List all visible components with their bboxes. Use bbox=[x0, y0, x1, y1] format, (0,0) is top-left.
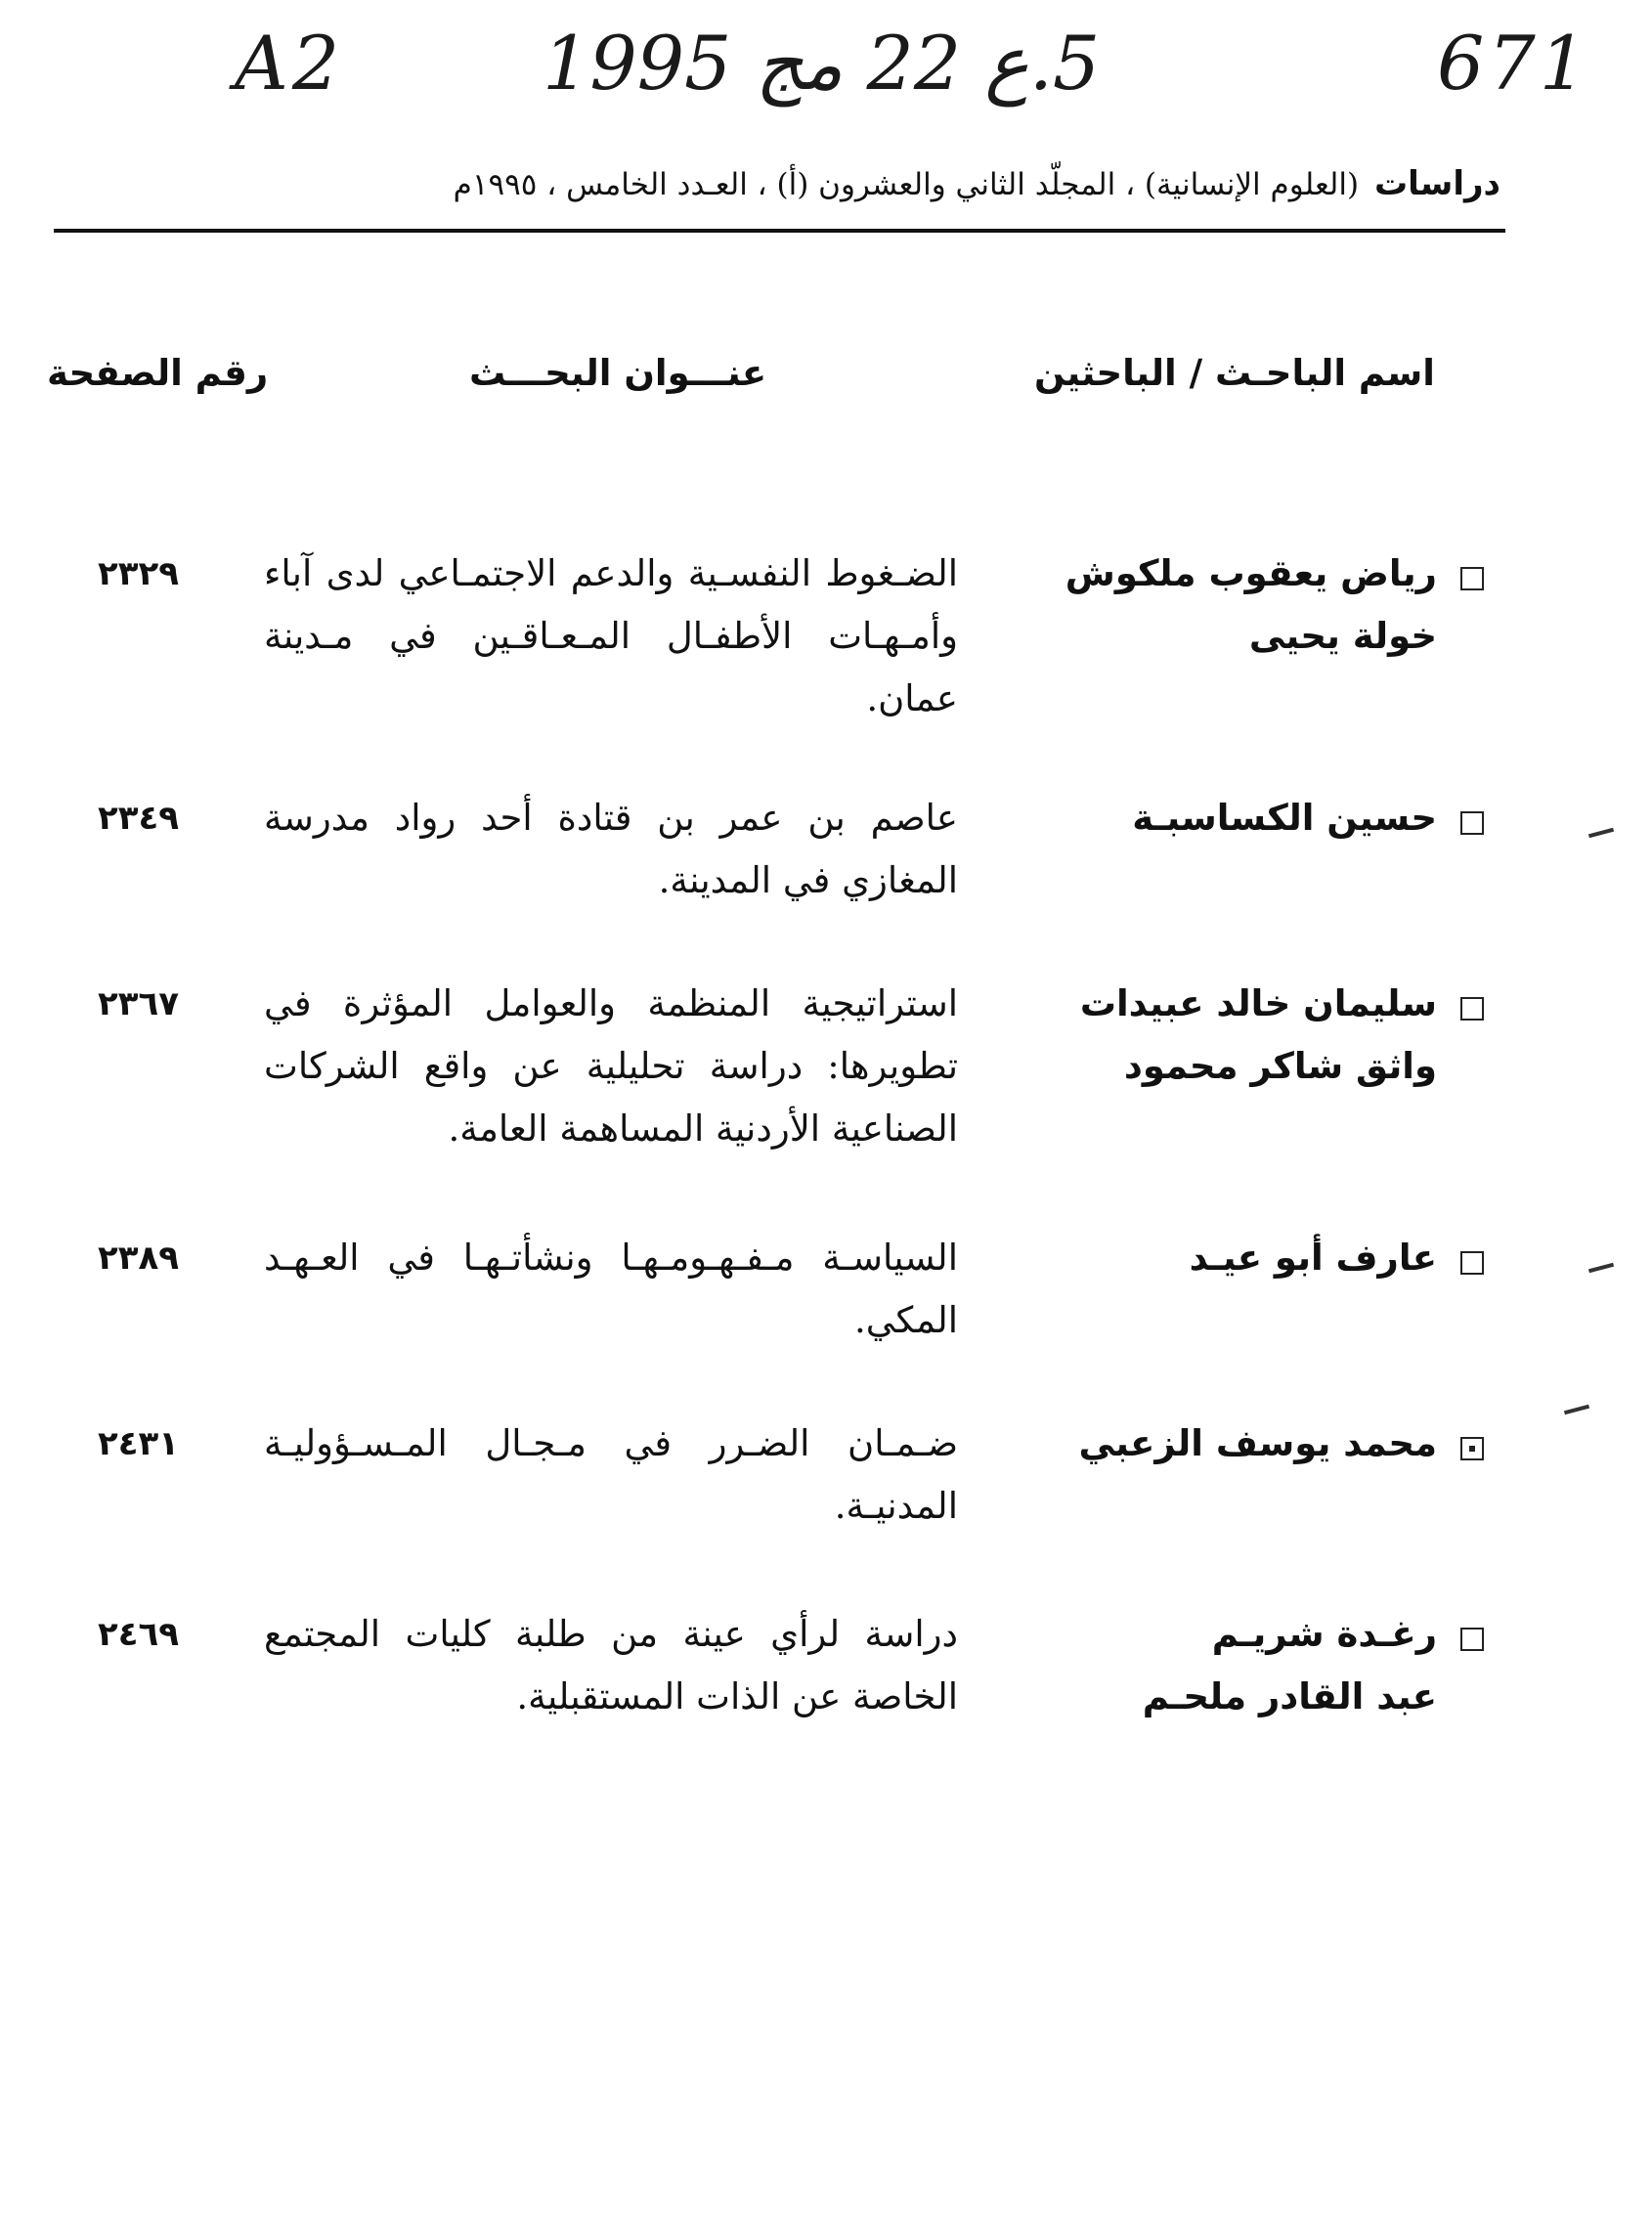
author-name: رغـدة شريـم bbox=[1211, 1613, 1437, 1655]
column-heading-authors: اسم الباحـث / الباحثين bbox=[1033, 352, 1435, 394]
entry-checkbox[interactable] bbox=[1460, 1437, 1484, 1460]
author-name: عبد القادر ملحـم bbox=[1142, 1675, 1437, 1717]
entry-title: استراتيجية المنظمة والعوامل المؤثرة في تطويرها: دراسة تحليلية عن واقع الشركات الصناعية الأردنية المساهمة العامة. bbox=[264, 982, 958, 1150]
handwritten-code: A2 bbox=[235, 20, 344, 107]
entry-page-number: ٢٣٨٩ bbox=[98, 1239, 180, 1278]
entry-authors bbox=[1079, 1413, 1437, 1475]
entry-page-number: ٢٣٤٩ bbox=[98, 799, 180, 838]
author-name: رياض يعقوب ملكوش bbox=[1065, 552, 1437, 594]
header-rule bbox=[54, 229, 1505, 233]
margin-tick-mark bbox=[1588, 1263, 1614, 1274]
author-name: خولة يحيى bbox=[1248, 615, 1437, 657]
author-name: عارف أبو عيـد bbox=[1189, 1237, 1437, 1279]
entry-authors bbox=[1080, 973, 1437, 1098]
entry-authors bbox=[1065, 543, 1437, 668]
margin-tick-mark bbox=[1564, 1405, 1589, 1415]
entry-title: الضـغوط النفسـية والدعم الاجتمـاعي لدى آباء وأمـهـات الأطفـال المـعـاقـين في مـدينة عمان. bbox=[264, 552, 958, 719]
entry-checkbox[interactable] bbox=[1460, 811, 1484, 835]
entry-title: ضـمـان الضـرر في مـجـال المـسـؤوليـة المدنيـة. bbox=[264, 1422, 958, 1527]
entry-checkbox[interactable] bbox=[1460, 1251, 1484, 1275]
entry-authors bbox=[1132, 787, 1437, 849]
entry-authors bbox=[1143, 1603, 1437, 1728]
entry-checkbox[interactable] bbox=[1460, 567, 1484, 590]
journal-name: دراسات bbox=[1373, 164, 1500, 203]
entry-checkbox[interactable] bbox=[1460, 997, 1484, 1021]
author-name: سليمان خالد عبيدات bbox=[1079, 982, 1437, 1024]
entry-title: عاصم بن عمر بن قتادة أحد رواد مدرسة المغازي في المدينة. bbox=[264, 797, 958, 901]
handwritten-volume-note: 5.ع 22 مج 1995 bbox=[543, 20, 1101, 107]
entry-authors bbox=[1190, 1227, 1437, 1289]
margin-tick-mark bbox=[1588, 828, 1614, 839]
entry-checkbox[interactable] bbox=[1460, 1628, 1484, 1651]
handwritten-number: 671 bbox=[1437, 20, 1591, 107]
journal-issue-details: (العلوم الإنسانية) ، المجلّد الثاني والعشرون (أ) ، العـدد الخامس ، ١٩٩٥م bbox=[453, 167, 1360, 202]
author-name: محمد يوسف الزعبي bbox=[1078, 1422, 1437, 1464]
column-heading-title: عنـــوان البحـــث bbox=[469, 352, 767, 394]
entry-page-number: ٢٣٦٧ bbox=[98, 984, 180, 1023]
entry-page-number: ٢٣٢٩ bbox=[98, 554, 180, 593]
entry-title: دراسة لرأي عينة من طلبة كليات المجتمع الخاصة عن الذات المستقبلية. bbox=[264, 1613, 958, 1717]
author-name: واثق شاكر محمود bbox=[1123, 1045, 1437, 1087]
column-heading-page: رقم الصفحة bbox=[47, 352, 269, 394]
entry-page-number: ٢٤٦٩ bbox=[98, 1615, 180, 1654]
entry-page-number: ٢٤٣١ bbox=[98, 1424, 180, 1463]
author-name: حسين الكساسبـة bbox=[1132, 797, 1437, 839]
journal-header bbox=[454, 164, 1500, 203]
entry-title: السياسـة مـفـهـومـهـا ونشأتـهـا في العـهـد المكي. bbox=[264, 1237, 958, 1341]
